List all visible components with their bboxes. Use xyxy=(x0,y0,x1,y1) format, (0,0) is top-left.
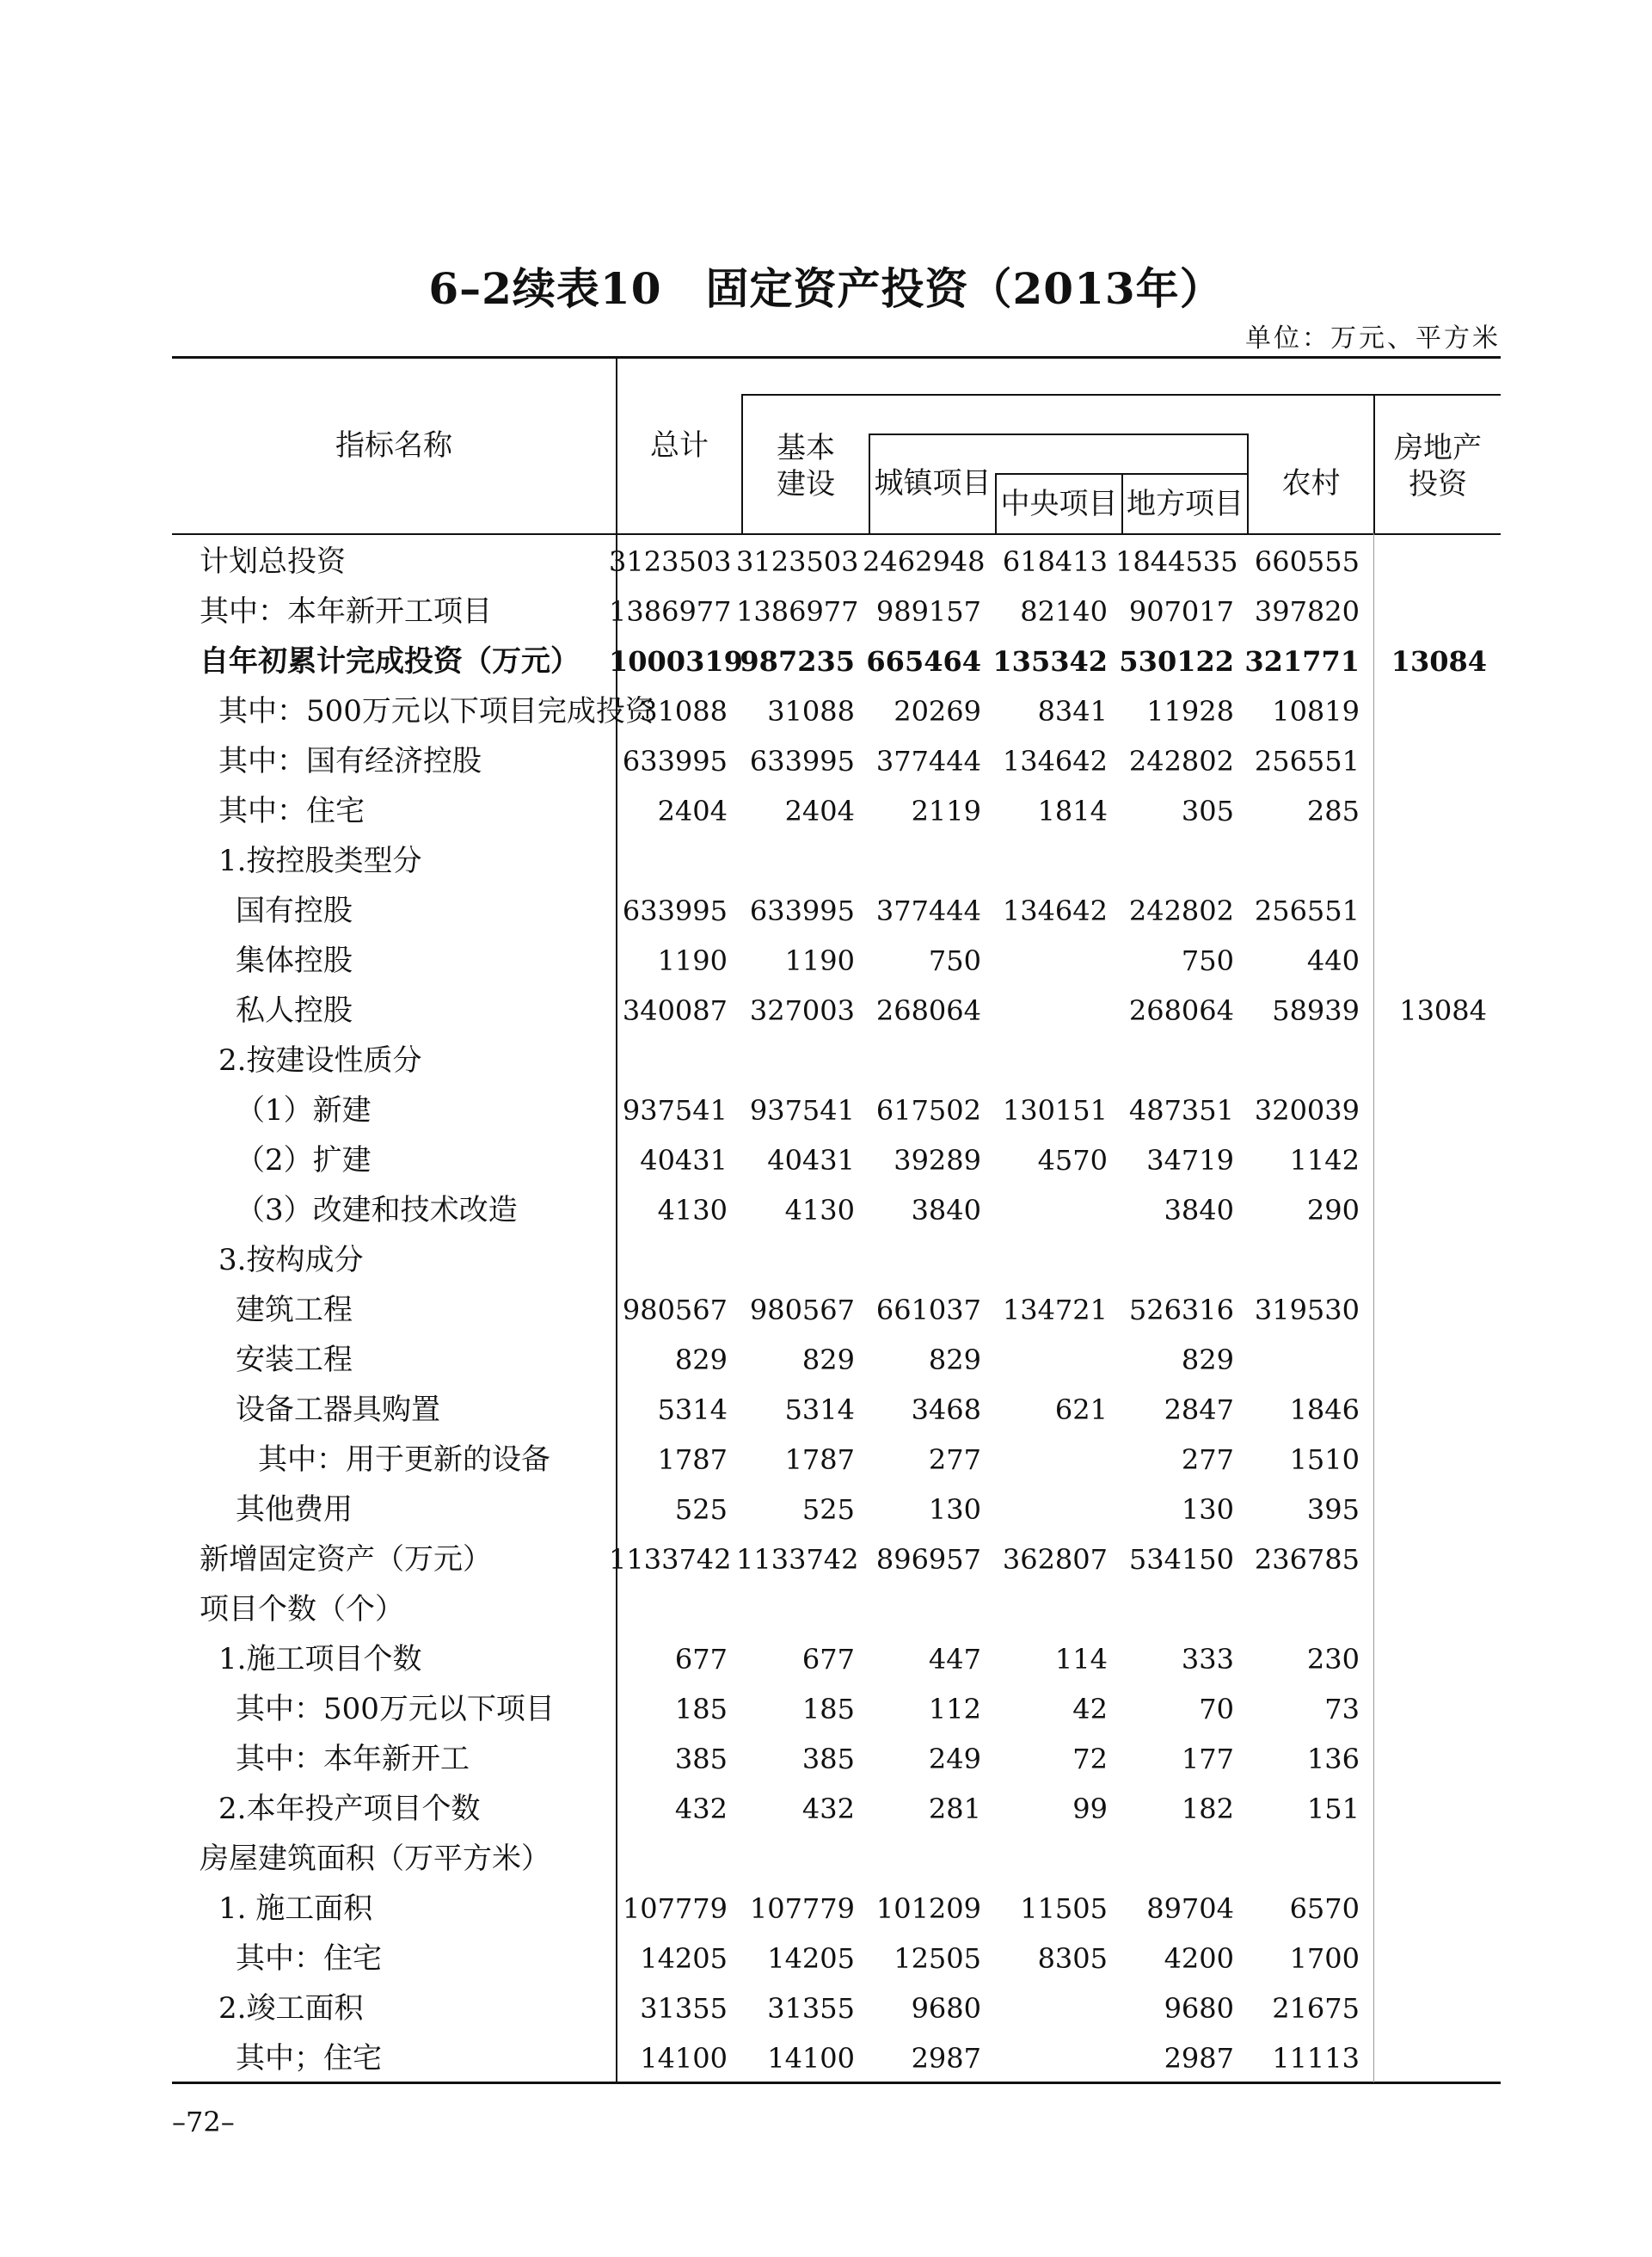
table-cell: 134642 xyxy=(1002,895,1108,927)
row-label: 其他费用 xyxy=(236,1492,353,1527)
table-cell: 20269 xyxy=(894,695,981,728)
table-cell xyxy=(1368,1335,1487,1385)
table-cell: 107779 xyxy=(749,1892,855,1925)
header-basic-construction: 基本 建设 xyxy=(777,431,835,501)
table-cell: 130 xyxy=(928,1493,981,1526)
table-cell xyxy=(609,1235,728,1285)
table-cell xyxy=(1368,1135,1487,1185)
unit-label: 单位：万元、平方米 xyxy=(1245,323,1501,354)
table-cell: 4200 xyxy=(1164,1942,1234,1975)
table-cell: 230 xyxy=(1306,1643,1360,1676)
table-cell: 3468 xyxy=(911,1393,981,1426)
table-cell xyxy=(1115,836,1234,886)
table-cell: 31355 xyxy=(767,1992,855,2025)
table-cell: 101209 xyxy=(875,1892,981,1925)
table-cell xyxy=(1368,1983,1487,2033)
table-cell: 665464 xyxy=(866,645,981,678)
table-cell: 362807 xyxy=(1002,1543,1108,1576)
row-label: 2.按建设性质分 xyxy=(218,1043,422,1078)
table-cell xyxy=(609,1834,728,1884)
table-cell: 3123503 xyxy=(609,545,732,578)
table-cell: 285 xyxy=(1306,795,1360,827)
table-cell: 281 xyxy=(928,1793,981,1825)
table-cell: 525 xyxy=(801,1493,855,1526)
table-cell: 2462948 xyxy=(863,545,986,578)
table-cell xyxy=(1368,1185,1487,1235)
table-cell xyxy=(1368,736,1487,786)
row-label: 其中：住宅 xyxy=(236,1941,382,1976)
row-label: 新增固定资产（万元） xyxy=(200,1542,492,1577)
row-label: （3）改建和技术改造 xyxy=(236,1193,518,1227)
table-cell: 242802 xyxy=(1128,745,1234,778)
header-urban-projects: 城镇项目 xyxy=(874,466,992,501)
table-cell: 377444 xyxy=(875,745,981,778)
table-cell xyxy=(863,1036,981,1085)
table-cell xyxy=(989,1983,1108,2033)
row-label: 计划总投资 xyxy=(200,544,346,579)
table-top-rule xyxy=(172,356,1501,359)
table-cell: 242802 xyxy=(1128,895,1234,927)
table-cell: 8341 xyxy=(1037,695,1108,728)
table-cell: 829 xyxy=(928,1344,981,1376)
table-cell: 320039 xyxy=(1254,1094,1360,1127)
header-bottom-rule xyxy=(172,533,1501,535)
table-cell: 937541 xyxy=(622,1094,728,1127)
table-cell xyxy=(989,1335,1108,1385)
table-cell xyxy=(989,1185,1108,1235)
table-cell: 987235 xyxy=(740,645,855,678)
table-cell: 58939 xyxy=(1272,994,1360,1027)
table-cell xyxy=(1241,1036,1360,1085)
table-cell: 829 xyxy=(801,1344,855,1376)
table-cell: 333 xyxy=(1181,1643,1234,1676)
table-cell: 534150 xyxy=(1128,1543,1234,1576)
table-cell: 268064 xyxy=(875,994,981,1027)
table-cell: 12505 xyxy=(894,1942,981,1975)
row-label: 设备工器具购置 xyxy=(236,1393,440,1427)
row-label: 2.竣工面积 xyxy=(218,1991,364,2026)
table-cell: 1386977 xyxy=(609,595,732,628)
table-cell xyxy=(1368,1235,1487,1285)
table-cell xyxy=(863,836,981,886)
table-cell: 432 xyxy=(674,1793,728,1825)
table-cell: 40431 xyxy=(640,1144,728,1177)
table-cell: 6570 xyxy=(1289,1892,1360,1925)
table-cell: 4130 xyxy=(784,1194,855,1227)
table-cell xyxy=(989,836,1108,886)
table-cell xyxy=(989,2033,1108,2083)
table-cell xyxy=(1368,1085,1487,1135)
table-cell xyxy=(1241,1834,1360,1884)
table-cell: 660555 xyxy=(1254,545,1360,578)
table-cell: 633995 xyxy=(622,895,728,927)
table-cell: 9680 xyxy=(911,1992,981,2025)
table-cell xyxy=(1368,1534,1487,1584)
table-cell: 99 xyxy=(1072,1793,1108,1825)
table-cell xyxy=(863,1584,981,1634)
table-cell xyxy=(1368,1834,1487,1884)
table-cell: 377444 xyxy=(875,895,981,927)
table-cell xyxy=(989,1485,1108,1534)
page-number: –72– xyxy=(172,2106,235,2138)
table-cell: 89704 xyxy=(1146,1892,1234,1925)
table-cell: 487351 xyxy=(1128,1094,1234,1127)
table-cell xyxy=(1368,786,1487,836)
table-cell xyxy=(736,1834,855,1884)
table-cell: 256551 xyxy=(1254,895,1360,927)
header-rural: 农村 xyxy=(1281,466,1341,501)
table-cell: 10819 xyxy=(1272,695,1360,728)
table-cell xyxy=(1368,1584,1487,1634)
table-cell xyxy=(989,1036,1108,1085)
table-cell xyxy=(1368,1485,1487,1534)
table-cell: 177 xyxy=(1181,1743,1234,1775)
table-cell: 249 xyxy=(928,1743,981,1775)
table-cell xyxy=(736,836,855,886)
table-cell: 34719 xyxy=(1146,1144,1234,1177)
table-cell: 31088 xyxy=(767,695,855,728)
table-cell xyxy=(1241,1584,1360,1634)
table-cell: 3840 xyxy=(1164,1194,1234,1227)
table-cell: 14205 xyxy=(767,1942,855,1975)
table-cell xyxy=(863,1235,981,1285)
table-cell xyxy=(609,836,728,886)
table-cell xyxy=(1368,1684,1487,1734)
table-cell: 1510 xyxy=(1289,1443,1360,1476)
row-label: 其中：本年新开工项目 xyxy=(200,594,492,629)
table-cell: 525 xyxy=(674,1493,728,1526)
table-cell xyxy=(1368,836,1487,886)
table-cell: 3123503 xyxy=(736,545,859,578)
table-cell: 114 xyxy=(1054,1643,1108,1676)
table-cell xyxy=(863,1834,981,1884)
table-cell: 980567 xyxy=(622,1294,728,1326)
table-cell xyxy=(1368,1784,1487,1834)
table-cell: 21675 xyxy=(1272,1992,1360,2025)
table-cell: 907017 xyxy=(1128,595,1234,628)
table-cell: 8305 xyxy=(1037,1942,1108,1975)
table-cell xyxy=(1368,1385,1487,1435)
table-cell xyxy=(1241,836,1360,886)
table-cell xyxy=(989,1584,1108,1634)
table-cell: 1000319 xyxy=(609,645,743,678)
header-total: 总计 xyxy=(650,428,709,463)
table-cell xyxy=(736,1584,855,1634)
page-title: 6–2续表10 固定资产投资（2013年） xyxy=(428,263,1224,314)
row-label: 其中：本年新开工 xyxy=(236,1742,470,1776)
table-cell: 134642 xyxy=(1002,745,1108,778)
row-label: 建筑工程 xyxy=(236,1293,353,1327)
table-cell: 31088 xyxy=(640,695,728,728)
table-cell: 937541 xyxy=(749,1094,855,1127)
table-cell: 31355 xyxy=(640,1992,728,2025)
row-label: 私人控股 xyxy=(236,993,353,1028)
table-cell: 319530 xyxy=(1254,1294,1360,1326)
table-cell: 151 xyxy=(1306,1793,1360,1825)
table-cell: 14100 xyxy=(767,2042,855,2075)
table-cell: 73 xyxy=(1324,1693,1360,1725)
table-cell xyxy=(1368,1634,1487,1684)
table-cell: 2847 xyxy=(1164,1393,1234,1426)
table-cell xyxy=(1368,537,1487,587)
table-cell: 1787 xyxy=(657,1443,728,1476)
table-cell: 677 xyxy=(674,1643,728,1676)
row-label: 其中：用于更新的设备 xyxy=(258,1442,550,1477)
table-cell: 617502 xyxy=(875,1094,981,1127)
table-cell: 621 xyxy=(1054,1393,1108,1426)
table-cell: 135342 xyxy=(992,645,1108,678)
table-cell xyxy=(1368,587,1487,637)
table-cell xyxy=(1368,1285,1487,1335)
table-cell: 1787 xyxy=(784,1443,855,1476)
table-cell: 2987 xyxy=(911,2042,981,2075)
table-cell xyxy=(1115,1235,1234,1285)
table-cell: 107779 xyxy=(622,1892,728,1925)
table-cell: 432 xyxy=(801,1793,855,1825)
table-cell xyxy=(1115,1834,1234,1884)
table-cell xyxy=(736,1235,855,1285)
table-cell: 13084 xyxy=(1391,645,1487,678)
table-cell xyxy=(1368,1435,1487,1485)
table-cell xyxy=(736,1036,855,1085)
table-cell: 305 xyxy=(1181,795,1234,827)
table-cell xyxy=(1115,1584,1234,1634)
table-cell xyxy=(989,1235,1108,1285)
row-label: 其中：住宅 xyxy=(218,794,365,828)
table-cell: 4130 xyxy=(657,1194,728,1227)
table-cell: 39289 xyxy=(894,1144,981,1177)
table-cell: 1142 xyxy=(1289,1144,1360,1177)
table-cell: 385 xyxy=(674,1743,728,1775)
table-cell: 11113 xyxy=(1272,2042,1360,2075)
row-label: 1.按控股类型分 xyxy=(218,844,422,878)
table-cell: 447 xyxy=(928,1643,981,1676)
row-label: 自年初累计完成投资（万元） xyxy=(200,644,580,679)
table-cell xyxy=(989,1834,1108,1884)
table-cell: 72 xyxy=(1072,1743,1108,1775)
table-cell xyxy=(1115,1036,1234,1085)
table-cell: 13084 xyxy=(1399,994,1487,1027)
table-cell xyxy=(1368,686,1487,736)
table-cell: 185 xyxy=(801,1693,855,1725)
table-cell: 182 xyxy=(1181,1793,1234,1825)
table-cell: 277 xyxy=(1181,1443,1234,1476)
table-cell: 42 xyxy=(1072,1693,1108,1725)
row-label: （1）新建 xyxy=(236,1093,372,1128)
table-cell: 5314 xyxy=(784,1393,855,1426)
table-cell: 40431 xyxy=(767,1144,855,1177)
table-cell: 268064 xyxy=(1128,994,1234,1027)
table-cell: 440 xyxy=(1306,944,1360,977)
table-cell: 526316 xyxy=(1128,1294,1234,1326)
row-label: 房屋建筑面积（万平方米） xyxy=(200,1842,550,1876)
table-cell: 1700 xyxy=(1289,1942,1360,1975)
table-cell: 2119 xyxy=(911,795,981,827)
table-cell: 14100 xyxy=(640,2042,728,2075)
row-label: 其中；住宅 xyxy=(236,2041,382,2076)
table-cell xyxy=(1368,1934,1487,1983)
table-cell: 397820 xyxy=(1254,595,1360,628)
table-cell: 70 xyxy=(1199,1693,1234,1725)
table-cell: 980567 xyxy=(749,1294,855,1326)
table-cell: 256551 xyxy=(1254,745,1360,778)
table-cell: 112 xyxy=(928,1693,981,1725)
table-cell: 530122 xyxy=(1119,645,1234,678)
table-cell: 9680 xyxy=(1164,1992,1234,2025)
row-label: （2）扩建 xyxy=(236,1143,372,1178)
table-cell: 1133742 xyxy=(736,1543,859,1576)
table-cell: 277 xyxy=(928,1443,981,1476)
table-cell: 633995 xyxy=(749,895,855,927)
table-cell: 11505 xyxy=(1020,1892,1108,1925)
table-cell xyxy=(1368,1734,1487,1784)
table-cell: 989157 xyxy=(875,595,981,628)
table-cell: 1814 xyxy=(1037,795,1108,827)
table-cell: 11928 xyxy=(1146,695,1234,728)
table-cell: 1846 xyxy=(1289,1393,1360,1426)
table-cell: 82140 xyxy=(1020,595,1108,628)
row-label: 项目个数（个） xyxy=(200,1592,404,1627)
table-cell: 130151 xyxy=(1002,1094,1108,1127)
table-cell: 829 xyxy=(674,1344,728,1376)
table-cell: 2404 xyxy=(784,795,855,827)
row-label: 1.施工项目个数 xyxy=(218,1642,422,1676)
table-cell: 130 xyxy=(1181,1493,1234,1526)
row-label: 1. 施工面积 xyxy=(218,1891,373,1926)
table-cell: 750 xyxy=(1181,944,1234,977)
table-cell: 4570 xyxy=(1037,1144,1108,1177)
row-label: 其中：500万元以下项目完成投资 xyxy=(218,694,654,729)
table-cell: 618413 xyxy=(1002,545,1108,578)
table-cell: 14205 xyxy=(640,1942,728,1975)
table-cell: 1386977 xyxy=(736,595,859,628)
table-cell xyxy=(989,936,1108,986)
table-cell: 327003 xyxy=(749,994,855,1027)
table-cell: 1133742 xyxy=(609,1543,732,1576)
row-label: 其中：国有经济控股 xyxy=(218,744,482,778)
row-label: 其中：500万元以下项目 xyxy=(236,1692,555,1726)
table-cell: 2404 xyxy=(657,795,728,827)
header-rule-basic-span xyxy=(741,394,1501,396)
table-cell: 3840 xyxy=(911,1194,981,1227)
row-label: 国有控股 xyxy=(236,894,353,928)
table-cell: 2987 xyxy=(1164,2042,1234,2075)
table-cell xyxy=(989,986,1108,1036)
table-cell: 340087 xyxy=(622,994,728,1027)
header-indicator-name: 指标名称 xyxy=(335,428,452,463)
row-label: 2.本年投产项目个数 xyxy=(218,1792,481,1826)
table-cell: 136 xyxy=(1306,1743,1360,1775)
table-cell: 5314 xyxy=(657,1393,728,1426)
table-cell: 1190 xyxy=(657,944,728,977)
table-cell: 236785 xyxy=(1254,1543,1360,1576)
table-cell: 661037 xyxy=(875,1294,981,1326)
table-cell: 185 xyxy=(674,1693,728,1725)
table-cell xyxy=(609,1584,728,1634)
table-cell: 677 xyxy=(801,1643,855,1676)
table-cell: 290 xyxy=(1306,1194,1360,1227)
table-cell: 633995 xyxy=(749,745,855,778)
table-cell xyxy=(609,1036,728,1085)
table-cell: 633995 xyxy=(622,745,728,778)
row-label: 3.按构成分 xyxy=(218,1243,364,1277)
table-cell xyxy=(1368,886,1487,936)
table-cell: 1844535 xyxy=(1115,545,1238,578)
header-rule-urban-span xyxy=(869,434,1247,435)
header-local-projects: 地方项目 xyxy=(1127,487,1244,521)
header-central-projects: 中央项目 xyxy=(1000,487,1118,521)
header-real-estate-investment: 房地产 投资 xyxy=(1394,431,1482,501)
table-cell xyxy=(1368,2033,1487,2083)
table-cell: 321771 xyxy=(1244,645,1360,678)
row-label: 安装工程 xyxy=(236,1343,353,1377)
table-cell: 750 xyxy=(928,944,981,977)
table-cell: 1190 xyxy=(784,944,855,977)
table-cell: 395 xyxy=(1306,1493,1360,1526)
table-cell xyxy=(1368,1036,1487,1085)
table-cell xyxy=(1241,1335,1360,1385)
table-cell xyxy=(1368,1884,1487,1934)
table-cell xyxy=(1368,936,1487,986)
table-cell xyxy=(1241,1235,1360,1285)
table-cell: 134721 xyxy=(1002,1294,1108,1326)
table-cell: 896957 xyxy=(875,1543,981,1576)
table-cell: 385 xyxy=(801,1743,855,1775)
row-label: 集体控股 xyxy=(236,944,353,978)
table-cell: 829 xyxy=(1181,1344,1234,1376)
table-cell xyxy=(989,1435,1108,1485)
